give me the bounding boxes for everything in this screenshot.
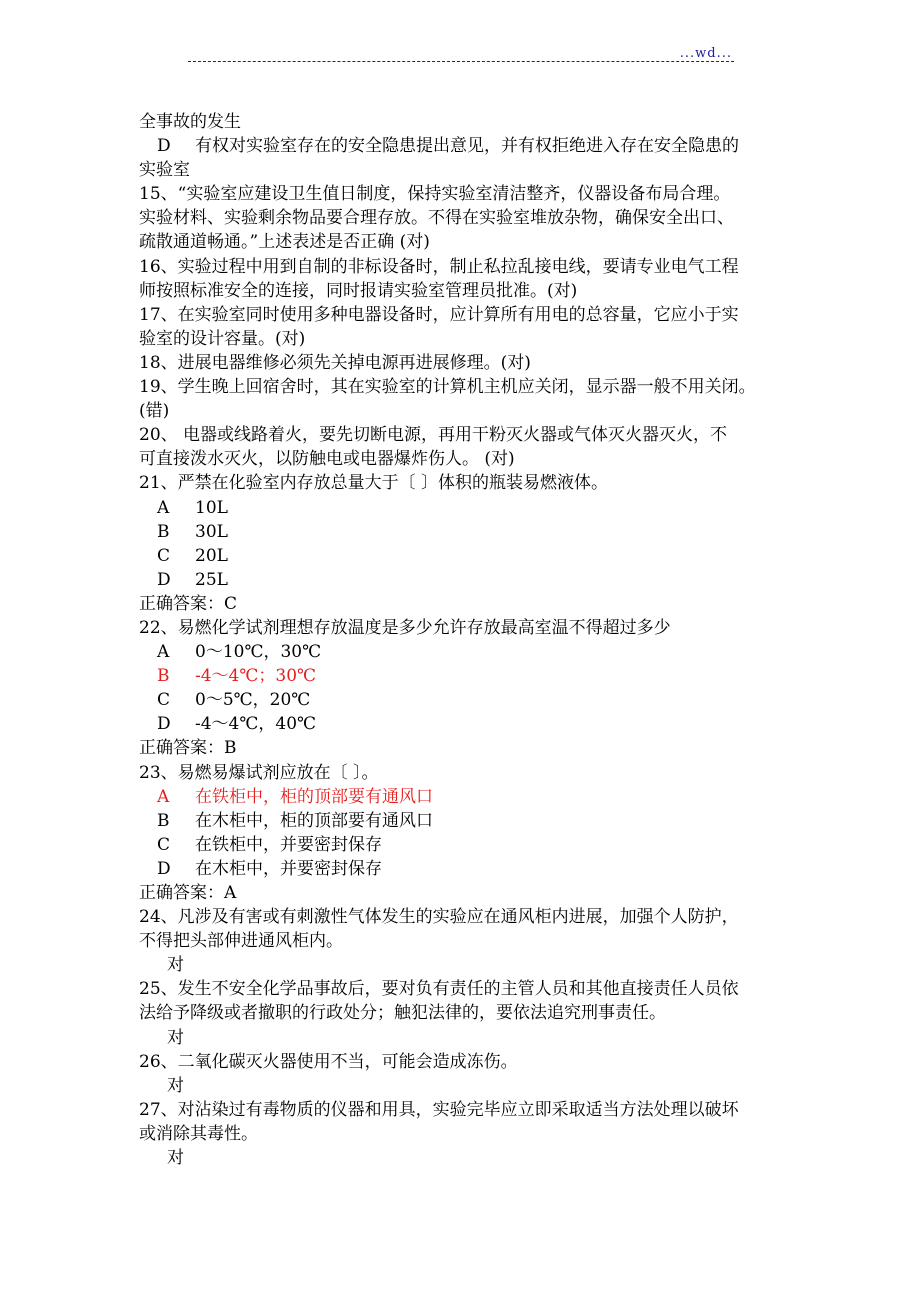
option-text: 在木柜中，柜的顶部要有通风口 [195,810,433,831]
text-line: 20、 电器或线路着火，要先切断电源，再用干粉灭火器或气体灭火器灭火，不 [139,425,728,446]
text-line: 正确答案：A [139,883,237,903]
option-line [139,544,799,568]
option-letter: A [157,497,170,518]
header-dashed-rule [188,61,734,62]
text-line: 师按照标准安全的连接，同时报请实验室管理员批准。(对) [139,280,578,301]
option-letter: B [157,810,170,831]
option-line [139,520,799,544]
option-line [139,857,799,881]
text-line: 实验室 [139,160,190,181]
text-line: 23、易燃易爆试剂应放在〔 〕。 [139,762,379,783]
text-line: 全事故的发生 [139,112,241,132]
text-line: 26、二氧化碳灭火器使用不当，可能会造成冻伤。 [139,1051,518,1072]
answer-line: 对 [167,955,184,976]
text-line: 22、易燃化学试剂理想存放温度是多少允许存放最高室温不得超过多少 [139,617,671,638]
option-line [139,833,799,857]
option-line [139,640,799,664]
text-line: 17、在实验室同时使用多种电器设备时，应计算所有用电的总容量，它应小于实 [139,304,739,325]
option-line [139,809,799,833]
option-letter: D [157,714,171,735]
option-line [139,664,799,688]
text-line: 实验材料、实验剩余物品要合理存放。不得在实验室堆放杂物，确保安全出口、 [139,208,734,229]
page-header [188,40,734,62]
text-line: 正确答案：C [139,593,238,614]
header-mark: ...wd... [679,46,732,61]
option-text: 20L [195,545,228,566]
option-text: 0～10℃，30℃ [195,642,322,663]
option-text: 在铁柜中，并要密封保存 [195,834,382,855]
text-line: 21、严禁在化验室内存放总量大于〔 〕体积的瓶装易燃液体。 [139,473,609,494]
option-text: 10L [195,497,228,518]
option-text: 在铁柜中，柜的顶部要有通风口 [195,786,433,807]
text-line: 27、对沾染过有毒物质的仪器和用具，实验完毕应立即采取适当方法处理以破坏 [139,1099,739,1120]
option-line [139,712,799,736]
option-text: 有权对实验室存在的安全隐患提出意见，并有权拒绝进入存在安全隐患的 [195,136,739,157]
option-letter: A [157,642,170,663]
option-line [139,785,799,809]
option-text: 在木柜中，并要密封保存 [195,858,382,879]
text-line: 正确答案：B [139,738,237,759]
option-text: 0～5℃，20℃ [195,690,311,711]
answer-line: 对 [167,1148,184,1169]
text-line: 24、凡涉及有害或有刺激性气体发生的实验应在通风柜内进展，加强个人防护， [139,907,739,928]
text-line: 不得把头部伸进通风柜内。 [139,931,343,952]
text-line: 可直接泼水灭火，以防触电或电器爆炸伤人。 (对) [139,449,515,470]
text-line: 16、实验过程中用到自制的非标设备时，制止私拉乱接电线，要请专业电气工程 [139,256,739,277]
option-letter: C [157,834,171,855]
text-line: 18、进展电器维修必须先关掉电源再进展修理。(对) [139,352,531,373]
answer-line: 对 [167,1075,184,1096]
option-line [139,496,799,520]
answer-line: 对 [167,1027,184,1048]
text-line: 疏散通道畅通。”上述表述是否正确 (对) [139,232,430,253]
option-line [139,134,799,158]
text-line: 或消除其毒性。 [139,1123,258,1144]
document-body [139,110,799,1170]
option-letter: D [157,858,171,879]
option-letter: D [157,569,171,590]
option-letter: B [157,666,170,687]
option-letter: C [157,545,171,566]
option-text: -4～4℃，40℃ [195,714,317,735]
text-line: 法给予降级或者撤职的行政处分；触犯法律的，要依法追究刑事责任。 [139,1003,666,1024]
text-line: 验室的设计容量。(对) [139,328,306,349]
text-line: 15、“实验室应建设卫生值日制度，保持实验室清洁整齐，仪器设备布局合理。 [139,184,731,205]
option-text: 25L [195,569,228,590]
option-letter: D [157,136,171,157]
option-line [139,688,799,712]
option-letter: A [157,786,170,807]
option-line [139,568,799,592]
option-text: -4～4℃；30℃ [195,666,317,687]
text-line: 25、发生不安全化学品事故后，要对负有责任的主管人员和其他直接责任人员依 [139,979,739,1000]
text-line: (错) [139,401,170,422]
option-text: 30L [195,521,228,542]
option-letter: C [157,690,171,711]
text-line: 19、学生晚上回宿舍时，其在实验室的计算机主机应关闭，显示器一般不用关闭。 [139,377,756,398]
option-letter: B [157,521,170,542]
